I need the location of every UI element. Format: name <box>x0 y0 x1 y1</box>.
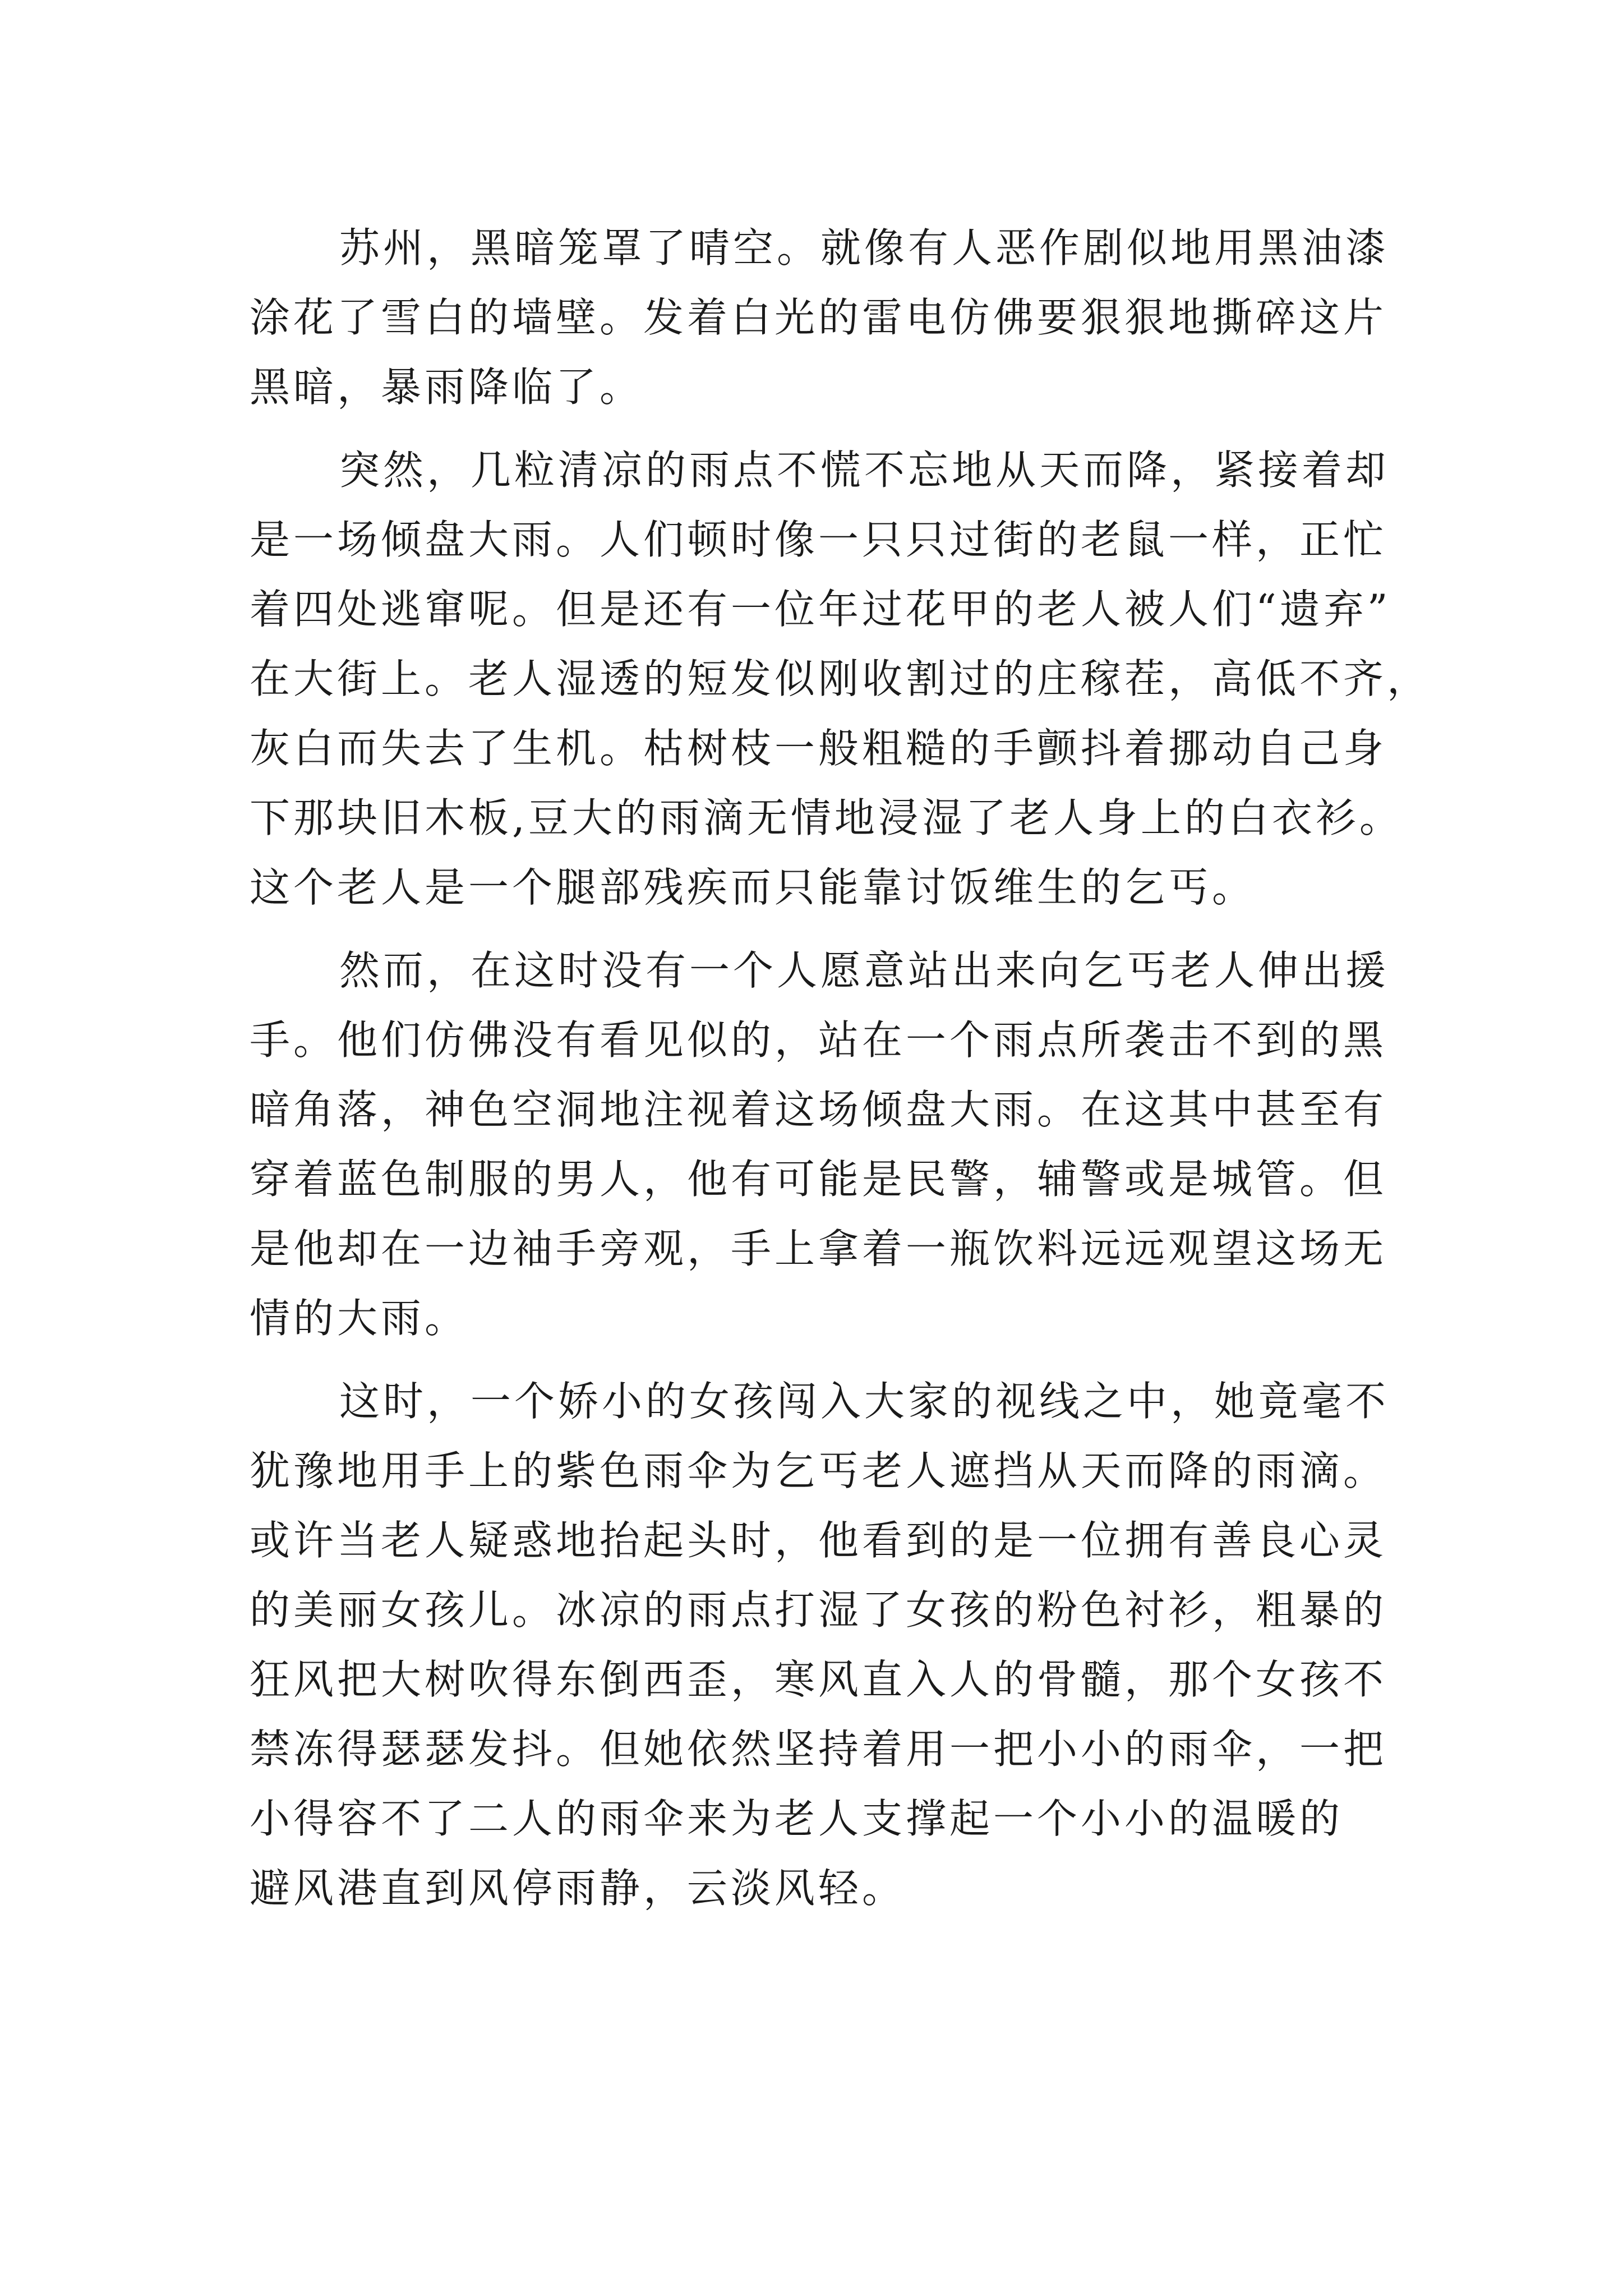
paragraph-line: 突然，几粒清凉的雨点不慌不忘地从天而降，紧接着却 <box>339 447 1390 494</box>
paragraph-line: 禁冻得瑟瑟发抖。但她依然坚持着用一把小小的雨伞，一把 <box>250 1726 1387 1773</box>
paragraph-line: 然而，在这时没有一个人愿意站出来向乞丐老人伸出援 <box>339 947 1390 994</box>
paragraph-gap <box>250 1353 1388 1366</box>
paragraph-line: 情的大雨。 <box>250 1295 469 1342</box>
paragraph-line: 是一场倾盘大雨。人们顿时像一只只过街的老鼠一样，正忙 <box>250 516 1387 563</box>
paragraph-line: 小得容不了二人的雨伞来为老人支撑起一个小小的温暖的 <box>250 1795 1344 1842</box>
paragraph-line: 在大街上。老人湿透的短发似刚收割过的庄稼茬，高低不齐， <box>250 655 1431 702</box>
paragraph-4 <box>250 1366 1388 1923</box>
paragraph-line: 这个老人是一个腿部残疾而只能靠讨饭维生的乞丐。 <box>250 864 1256 911</box>
paragraph-line: 的美丽女孩儿。冰凉的雨点打湿了女孩的粉色衬衫，粗暴的 <box>250 1586 1387 1634</box>
paragraph-line: 避风港直到风停雨静，云淡风轻。 <box>250 1865 906 1912</box>
paragraph-line: 涂花了雪白的墙壁。发着白光的雷电仿佛要狠狠地撕碎这片 <box>250 294 1387 341</box>
paragraph-line: 暗角落，神色空洞地注视着这场倾盘大雨。在这其中甚至有 <box>250 1086 1387 1133</box>
paragraph-line: 黑暗，暴雨降临了。 <box>250 364 644 411</box>
paragraph-line: 或许当老人疑惑地抬起头时，他看到的是一位拥有善良心灵 <box>250 1517 1387 1564</box>
paragraph-line: 是他却在一边袖手旁观，手上拿着一瓶饮料远远观望这场无 <box>250 1225 1387 1272</box>
essay-body <box>250 213 1431 1923</box>
paragraph-line: 穿着蓝色制服的男人，他有可能是民警，辅警或是城管。但 <box>250 1156 1387 1203</box>
paragraph-line: 犹豫地用手上的紫色雨伞为乞丐老人遮挡从天而降的雨滴。 <box>250 1447 1387 1494</box>
paragraph-line: 手。他们仿佛没有看见似的，站在一个雨点所袭击不到的黑 <box>250 1016 1387 1064</box>
paragraph-gap <box>250 422 1388 435</box>
paragraph-line: 苏州，黑暗笼罩了晴空。就像有人恶作剧似地用黑油漆 <box>339 224 1390 272</box>
paragraph-line: 这时，一个娇小的女孩闯入大家的视线之中，她竟毫不 <box>339 1378 1390 1425</box>
paragraph-line: 狂风把大树吹得东倒西歪，寒风直入人的骨髓，那个女孩不 <box>250 1656 1387 1703</box>
paragraph-1 <box>250 213 1388 422</box>
paragraph-line: 灰白而失去了生机。枯树枝一般粗糙的手颤抖着挪动自己身 <box>250 725 1387 772</box>
paragraph-3 <box>250 936 1388 1353</box>
paragraph-2 <box>250 435 1431 922</box>
paragraph-gap <box>250 922 1388 936</box>
paragraph-line: 着四处逃窜呢。但是还有一位年过花甲的老人被人们“遗弃” <box>250 586 1391 633</box>
paragraph-line: 下那块旧木板,豆大的雨滴无情地浸湿了老人身上的白衣衫。 <box>250 794 1403 841</box>
